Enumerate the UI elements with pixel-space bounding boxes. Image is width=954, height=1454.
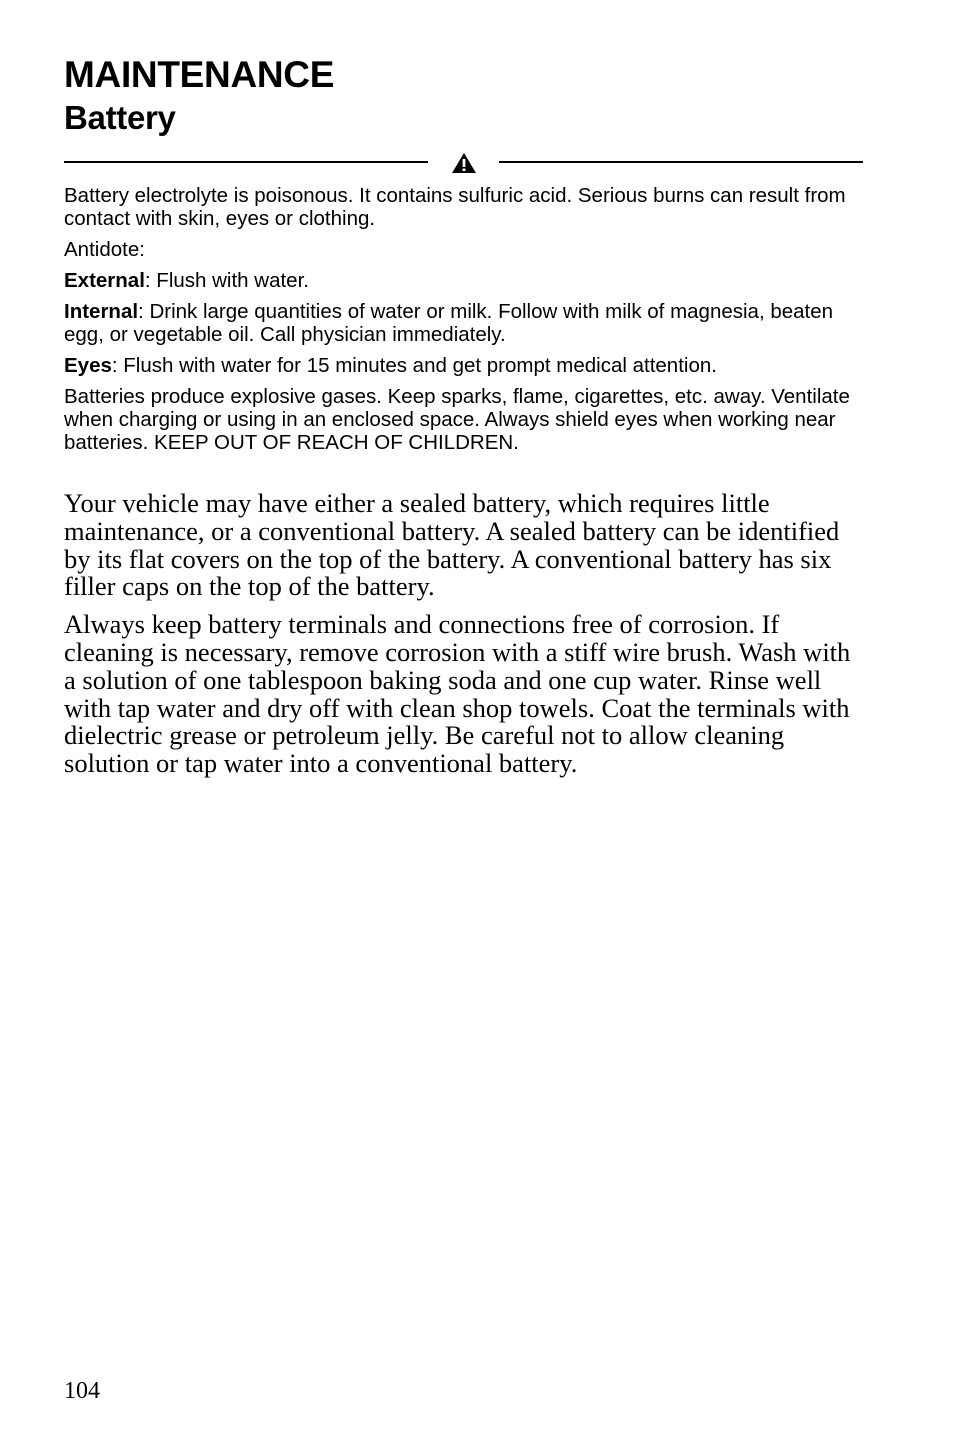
warning-rule-left	[64, 161, 428, 163]
body-paragraph-battery-types: Your vehicle may have either a sealed battery, which requires little maintenance, or a conventional battery. A sealed battery can be identified by its flat covers on the top of the battery. A conventional battery has six filler caps on the top of the battery.	[64, 488, 840, 602]
eyes-text: : Flush with water for 15 minutes and get prompt medical attention.	[111, 354, 717, 377]
subsection-title: Battery	[64, 99, 176, 136]
body-text	[64, 490, 864, 788]
antidote-eyes	[64, 354, 864, 377]
eyes-label: Eyes	[64, 354, 112, 377]
warning-paragraph: Battery electrolyte is poisonous. It contains sulfuric acid. Serious burns can result from contact with skin, eyes or clothing.	[64, 184, 846, 230]
external-label: External	[64, 269, 145, 292]
body-paragraph-terminals: Always keep battery terminals and connections free of corrosion. If cleaning is necessary, remove corrosion with a stiff wire brush. Wash with a solution of one tablespoon baking soda and one cup water. Rinse well with tap water and dry off with clean shop towels. Coat the terminals with dielectric grease or petroleum jelly. Be careful not to allow cleaning solution or tap water into a conventional battery.	[64, 609, 851, 779]
page-number: 104	[64, 1378, 100, 1404]
warning-divider	[64, 150, 863, 176]
warning-box	[64, 184, 864, 462]
page-header	[64, 54, 334, 140]
external-text: : Flush with water.	[144, 269, 309, 292]
warning-explosive-gases: Batteries produce explosive gases. Keep sparks, flame, cigarettes, etc. away. Ventilate when charging or using in an enclosed space. Always shield eyes when working near batteries. KEEP OUT OF REACH OF CHILDREN.	[64, 385, 850, 454]
antidote-heading: Antidote:	[64, 238, 145, 261]
warning-triangle-icon	[451, 152, 477, 174]
warning-rule-right	[499, 161, 863, 163]
internal-text: : Drink large quantities of water or milk. Follow with milk of magnesia, beaten egg, or vegetable oil. Call physician immediately.	[64, 300, 834, 346]
section-title: MAINTENANCE	[64, 54, 335, 95]
internal-label: Internal	[64, 300, 139, 323]
antidote-internal	[64, 300, 864, 346]
antidote-external	[64, 269, 864, 292]
